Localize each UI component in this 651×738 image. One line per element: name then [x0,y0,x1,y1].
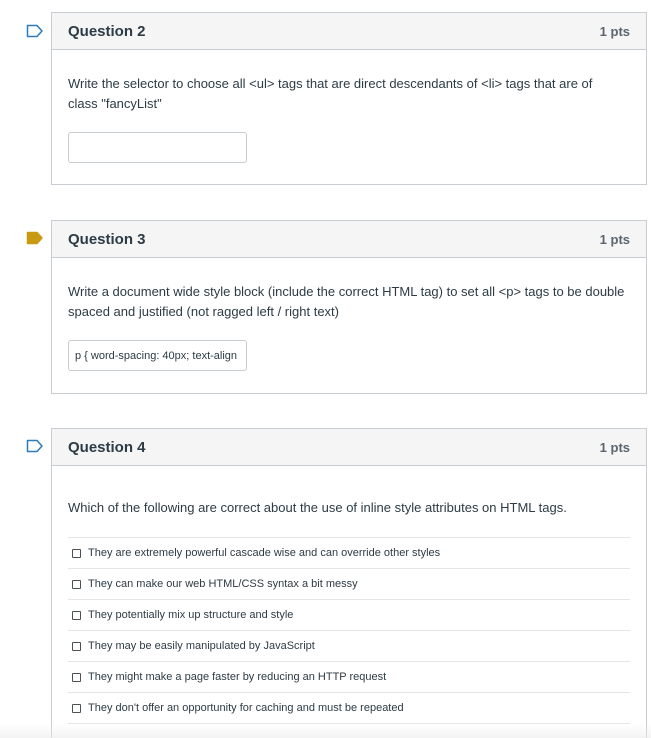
checkbox[interactable] [72,580,81,589]
answer-option[interactable] [68,538,630,569]
checkbox[interactable] [72,611,81,620]
answer-input[interactable] [68,132,247,163]
bookmark-icon[interactable] [26,439,44,453]
question-title: Question 3 [68,230,146,248]
answer-option[interactable] [68,693,630,724]
question-title: Question 4 [68,438,146,456]
answer-option-label: They don't offer an opportunity for caching and must be repeated [88,702,404,714]
question-text: Which of the following are correct about the use of inline style attributes on HTML tags. [68,500,567,515]
question-text: Write a document wide style block (include the correct HTML tag) to set all <p> tags to be double spaced and justified (not ragged left / right text) [68,284,625,319]
question-points: 1 pts [599,439,630,455]
checkbox[interactable] [72,642,81,651]
answer-option[interactable] [68,600,630,631]
question-body [52,74,646,163]
answer-option-label: They may be easily manipulated by JavaScript [88,640,315,652]
bookmark-icon[interactable] [26,24,44,38]
question-text: Write the selector to choose all <ul> tags that are direct descendants of <li> tags that are of class "fancyList" [68,76,593,111]
checkbox[interactable] [72,549,81,558]
answer-option-label: They are extremely powerful cascade wise and can override other styles [88,547,441,559]
question-2 [51,12,647,185]
answer-option[interactable] [68,569,630,600]
bookmark-icon[interactable] [26,231,44,245]
question-points: 1 pts [599,231,630,247]
checkbox[interactable] [72,704,81,713]
question-header [52,429,646,466]
answer-options [68,537,630,724]
answer-option[interactable] [68,631,630,662]
question-header [52,221,646,258]
question-points: 1 pts [599,23,630,39]
question-header [52,13,646,50]
question-body [52,282,646,371]
question-4 [51,428,647,738]
answer-option[interactable] [68,662,630,693]
question-body [52,498,646,724]
question-3 [51,220,647,394]
checkbox[interactable] [72,673,81,682]
answer-option-label: They potentially mix up structure and style [88,609,294,621]
answer-option-label: They might make a page faster by reducing an HTTP request [88,671,387,683]
answer-input[interactable] [68,340,247,371]
answer-option-label: They can make our web HTML/CSS syntax a bit messy [88,578,358,590]
question-title: Question 2 [68,22,146,40]
scroll-fade [0,724,651,738]
